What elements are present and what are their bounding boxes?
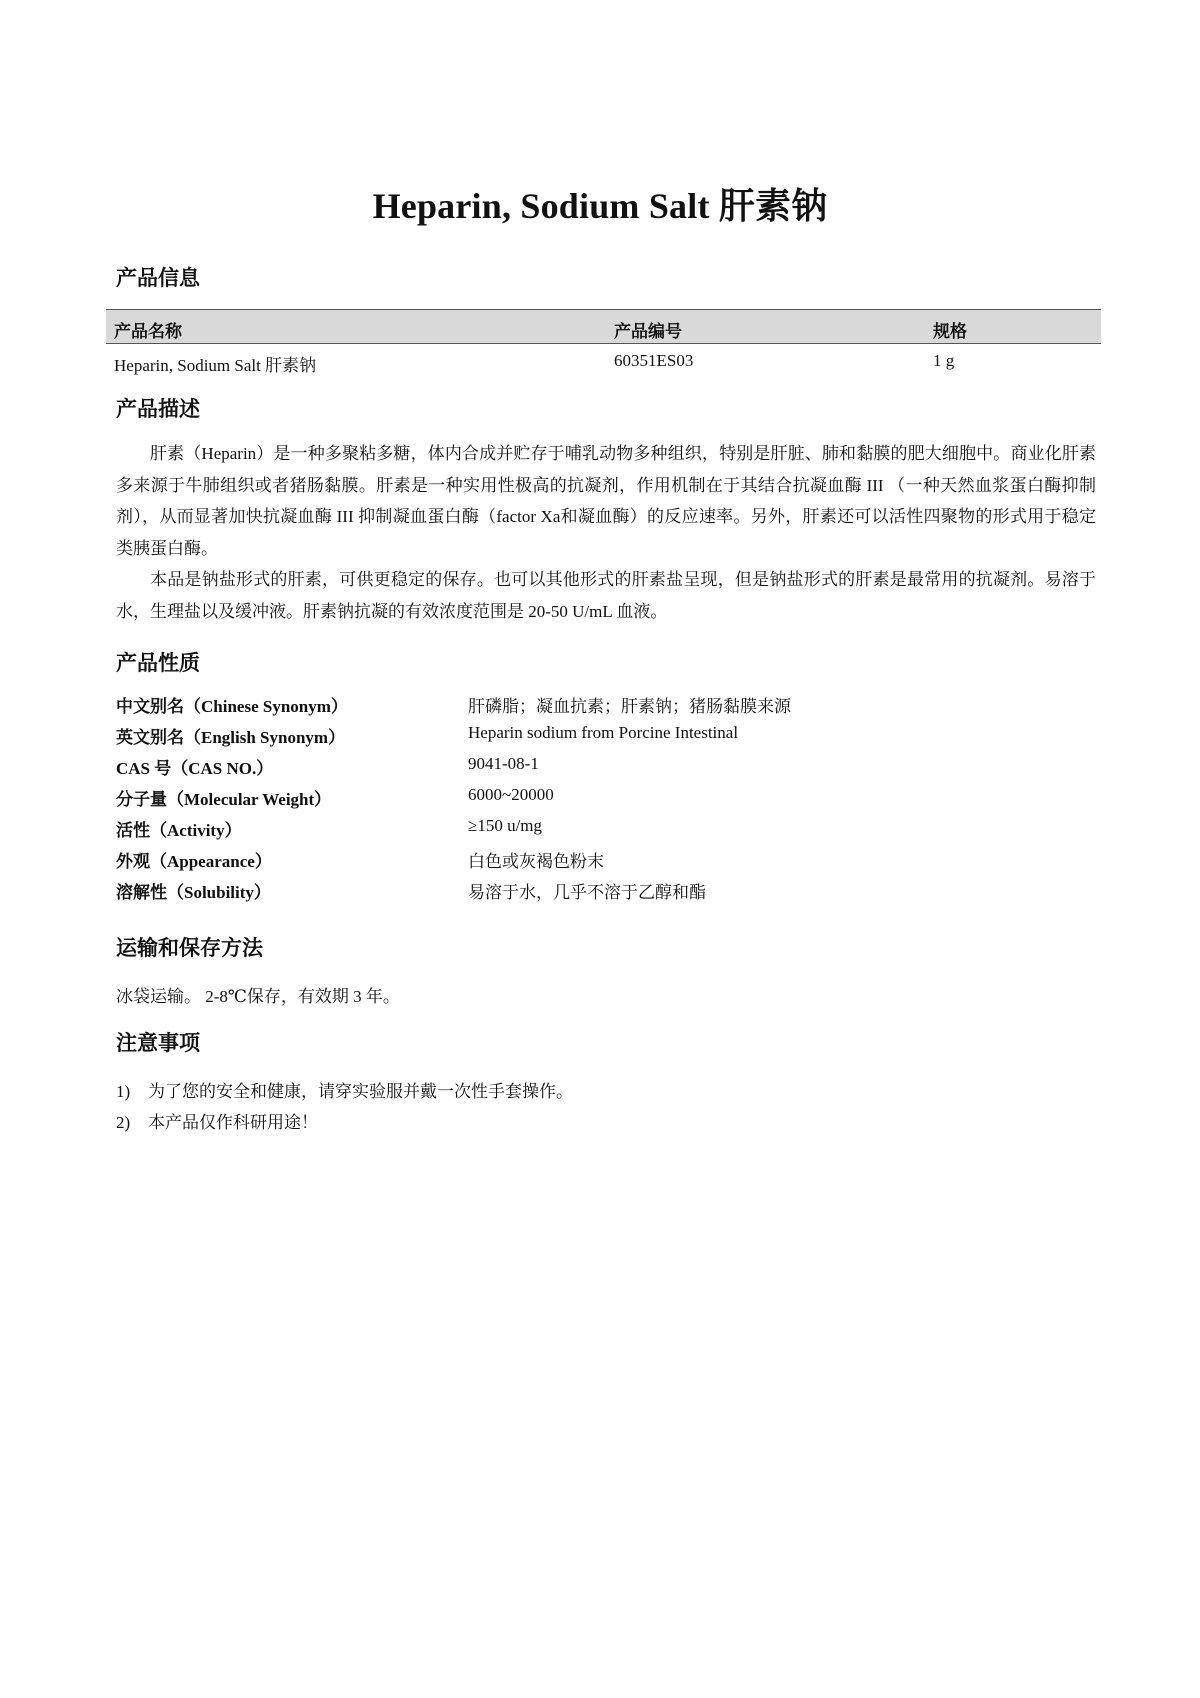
description-paragraph-1: 肝素（Heparin）是一种多聚粘多糖，体内合成并贮存于哺乳动物多种组织，特别是肝脏、肺和黏膜的肥大细胞中。商业化肝素多来源于牛肺组织或者猪肠黏膜。肝素是一种实用性极高的抗凝剂，作用机制在于其结合抗凝血酶 III （一种天然血浆蛋白酶抑制剂），从而显著加快抗凝血酶 III 抑制凝血蛋白酶（factor Xa和凝血酶）的反应速率。另外，肝素还可以活性四聚物的形式用于稳定类胰蛋白酶。	[116, 444, 1096, 558]
description-block	[116, 438, 1096, 627]
note-text: 为了您的安全和健康，请穿实验服并戴一次性手套操作。	[148, 1082, 573, 1101]
property-value: 6000~20000	[468, 785, 554, 804]
property-value: 白色或灰褐色粉末	[468, 852, 604, 871]
list-item	[116, 1108, 318, 1133]
property-label: 外观（Appearance）	[116, 852, 272, 871]
list-item	[116, 816, 1016, 847]
list-item	[116, 878, 1016, 909]
header-product-number: 产品编号	[614, 322, 682, 342]
list-item	[116, 754, 1016, 785]
list-item	[116, 723, 1016, 754]
property-label: 英文别名（English Synonym）	[116, 728, 346, 747]
cell-product-name: Heparin, Sodium Salt 肝素钠	[114, 356, 317, 375]
document-title: Heparin, Sodium Salt 肝素钠	[372, 186, 828, 226]
note-text: 本产品仅作科研用途！	[148, 1113, 318, 1132]
properties-list	[116, 692, 1016, 909]
property-label: 分子量（Molecular Weight）	[116, 790, 332, 809]
table-header-row	[106, 309, 1101, 344]
description-paragraph-2: 本品是钠盐形式的肝素，可供更稳定的保存。也可以其他形式的肝素盐呈现，但是钠盐形式的肝素是最常用的抗凝剂。易溶于水，生理盐以及缓冲液。肝素钠抗凝的有效浓度范围是 20-50 U/mL 血液。	[116, 570, 1096, 621]
property-value: Heparin sodium from Porcine Intestinal	[468, 723, 739, 742]
property-label: CAS 号（CAS NO.）	[116, 759, 274, 778]
section-heading-info: 产品信息	[116, 266, 200, 290]
section-heading-desc: 产品描述	[116, 397, 200, 421]
property-value: 易溶于水，几乎不溶于乙醇和酯	[468, 883, 706, 902]
table-row	[106, 344, 1101, 378]
note-number: 1)	[116, 1082, 131, 1101]
section-heading-notes: 注意事项	[116, 1031, 200, 1055]
property-label: 活性（Activity）	[116, 821, 242, 840]
cell-spec: 1 g	[933, 351, 955, 370]
header-product-name: 产品名称	[114, 322, 182, 342]
list-item	[116, 785, 1016, 816]
list-item	[116, 1077, 573, 1102]
section-heading-props: 产品性质	[116, 651, 200, 675]
header-spec: 规格	[933, 322, 967, 342]
property-value: ≥150 u/mg	[468, 816, 543, 835]
property-label: 溶解性（Solubility）	[116, 883, 271, 902]
note-number: 2)	[116, 1113, 131, 1132]
list-item	[116, 692, 1016, 723]
property-value: 9041-08-1	[468, 754, 539, 773]
property-label: 中文别名（Chinese Synonym）	[116, 697, 348, 716]
storage-text: 冰袋运输。 2-8℃保存，有效期 3 年。	[116, 987, 400, 1006]
property-value: 肝磷脂；凝血抗素；肝素钠；猪肠黏膜来源	[468, 697, 791, 716]
product-info-table	[106, 309, 1101, 378]
section-heading-storage: 运输和保存方法	[116, 936, 263, 960]
cell-product-number: 60351ES03	[614, 351, 694, 370]
list-item	[116, 847, 1016, 878]
